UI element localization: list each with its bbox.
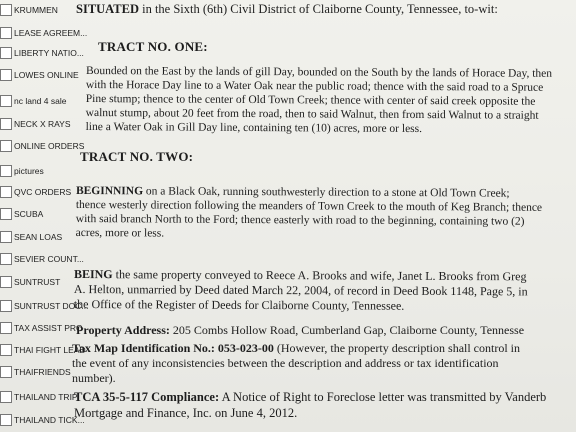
sidebar-item-label: LEASE AGREEM...	[14, 28, 88, 38]
sidebar-item[interactable]	[0, 320, 83, 336]
bookmark-icon	[0, 4, 12, 16]
being-line: the Office of the Register of Deeds for Claiborne County, Tennessee.	[73, 296, 405, 313]
sidebar-item-label: KRUMMEN	[14, 5, 58, 15]
tract-one-line: Pine stump; thence to the center of Old Town Creek; thence with center of said creek opposite the	[85, 92, 536, 108]
situated-line	[76, 2, 498, 16]
sidebar-item[interactable]	[0, 389, 78, 405]
tax-map-line: number).	[72, 371, 116, 385]
property-address-line	[76, 323, 524, 337]
sidebar-item[interactable]	[0, 45, 84, 61]
tract-two-first-text: on a Black Oak, running southwesterly direction to a stone at Old Town Creek;	[143, 185, 510, 200]
bookmark-icon	[0, 186, 12, 198]
sidebar-item-label: nc land 4 sale	[14, 96, 67, 106]
bookmark-icon	[0, 208, 12, 220]
sidebar-item-label: THAILAND TICK...	[14, 415, 85, 425]
tca-label: TCA 35-5-117 Compliance:	[74, 390, 220, 404]
tract-one-line: with the Horace Day line to a Water Oak near the public road; thence with the said road to a Spruce	[85, 78, 544, 94]
being-paragraph	[74, 267, 528, 314]
tract-two-heading: TRACT NO. TWO:	[80, 149, 194, 164]
sidebar-item[interactable]	[0, 274, 78, 290]
tract-one-line: line a Water Oak in Gill Day line, containing ten (10) acres, more or less.	[85, 120, 423, 136]
bookmark-icon	[0, 140, 12, 152]
sidebar-item-label: SEAN LOAS	[14, 232, 63, 242]
sidebar-item[interactable]	[0, 184, 78, 200]
sidebar-item-label: SUNTRUST	[14, 277, 61, 287]
bookmark-icon	[0, 253, 12, 265]
sidebar-item[interactable]	[0, 163, 78, 179]
sidebar-item[interactable]	[0, 364, 78, 380]
sidebar-item[interactable]	[0, 93, 78, 109]
tca-line: Mortgage and Finance, Inc. on June 4, 2012.	[74, 406, 298, 420]
bookmark-icon	[0, 231, 12, 243]
sidebar-item[interactable]	[0, 67, 78, 83]
sidebar-item-label: SEVIER COUNT...	[14, 254, 84, 264]
sidebar-item-label: NECK X RAYS	[14, 119, 71, 129]
tax-map-first-line	[72, 341, 520, 356]
tca-paragraph	[74, 389, 546, 421]
property-address-label: Property Address:	[76, 323, 170, 337]
sidebar-item[interactable]	[0, 25, 88, 41]
bookmark-icon	[0, 391, 12, 403]
sidebar-item[interactable]	[0, 138, 85, 154]
bookmark-icon	[0, 322, 12, 334]
sidebar-item-label: pictures	[14, 166, 44, 176]
sidebar-item[interactable]	[0, 412, 85, 428]
tract-two-body	[76, 184, 543, 243]
bookmark-icon	[0, 414, 12, 426]
being-text: the same property conveyed to Reece A. Brooks and wife, Janet L. Brooks from Greg	[112, 267, 527, 284]
sidebar-item-label: THAILAND TRIP	[14, 392, 78, 402]
bookmark-icon	[0, 300, 12, 312]
sidebar-item[interactable]	[0, 342, 86, 358]
bookmark-icon	[0, 344, 12, 356]
tract-two-line: thence westerly direction following the meanders of Town Creek to the mouth of Keg Branch; thence	[75, 198, 543, 214]
sidebar-item-label: QVC ORDERS	[14, 187, 72, 197]
being-line: A. Helton, unmarried by Deed dated March 22, 2004, of record in Deed Book 1148, Page 5, in	[73, 281, 528, 299]
sidebar-item[interactable]	[0, 251, 84, 267]
sidebar-item[interactable]	[0, 298, 89, 314]
tax-map-text: (However, the property description shall control in	[273, 341, 521, 355]
sidebar-item-label: THAI FIGHT LEAD	[14, 345, 86, 355]
sidebar-item-label: THAIFRIENDS	[14, 367, 71, 377]
tax-map-label: Tax Map Identification No.: 053-023-00	[72, 341, 274, 355]
sidebar-item[interactable]	[0, 2, 78, 18]
sidebar-item-label: SCUBA	[14, 209, 44, 219]
bookmark-icon	[0, 366, 12, 378]
tract-one-body	[86, 64, 553, 137]
sidebar-item[interactable]	[0, 206, 78, 222]
tax-map-line: the event of any inconsistencies between the description and address or tax identification	[72, 356, 499, 370]
bookmark-icon	[0, 118, 12, 130]
tca-first-line	[74, 389, 546, 405]
bookmark-icon	[0, 27, 12, 39]
being-bold: BEING	[73, 267, 113, 282]
tca-text: A Notice of Right to Foreclose letter was transmitted by Vanderb	[219, 390, 547, 404]
tract-one-line: Bounded on the East by the lands of gill Day, bounded on the South by the lands of Horace Day, then	[85, 64, 553, 80]
bookmark-sidebar	[0, 0, 89, 432]
sidebar-item[interactable]	[0, 229, 78, 245]
property-address-value: 205 Combs Hollow Road, Cumberland Gap, Claiborne County, Tennesse	[169, 323, 525, 337]
tract-two-line: with said branch North to the Ford; thence easterly with road to the beginning, containing two (2)	[75, 212, 525, 228]
sidebar-item-label: SUNTRUST DOC...	[14, 301, 89, 311]
bookmark-icon	[0, 95, 12, 107]
sidebar-item-label: TAX ASSIST PRO	[14, 323, 83, 333]
bookmark-icon	[0, 69, 12, 81]
tract-one-heading: TRACT NO. ONE:	[98, 39, 208, 54]
beginning-bold: BEGINNING	[75, 184, 144, 198]
situated-bold: SITUATED	[76, 2, 139, 16]
sidebar-item-label: LOWES ONLINE	[14, 70, 79, 80]
sidebar-item-label: LIBERTY NATIO...	[14, 48, 84, 58]
tract-one-line: walnut stump, about 20 feet from the road, then to said Walnut, then from said Walnut to a straight	[85, 106, 539, 122]
bookmark-icon	[0, 276, 12, 288]
situated-text: in the Sixth (6th) Civil District of Claiborne County, Tennessee, to-wit:	[138, 2, 498, 16]
tract-two-line: acres, more or less.	[75, 226, 165, 240]
sidebar-item[interactable]	[0, 116, 78, 132]
bookmark-icon	[0, 47, 12, 59]
tax-map-paragraph	[72, 341, 520, 386]
sidebar-item-label: ONLINE ORDERS	[14, 141, 85, 151]
bookmark-icon	[0, 165, 12, 177]
